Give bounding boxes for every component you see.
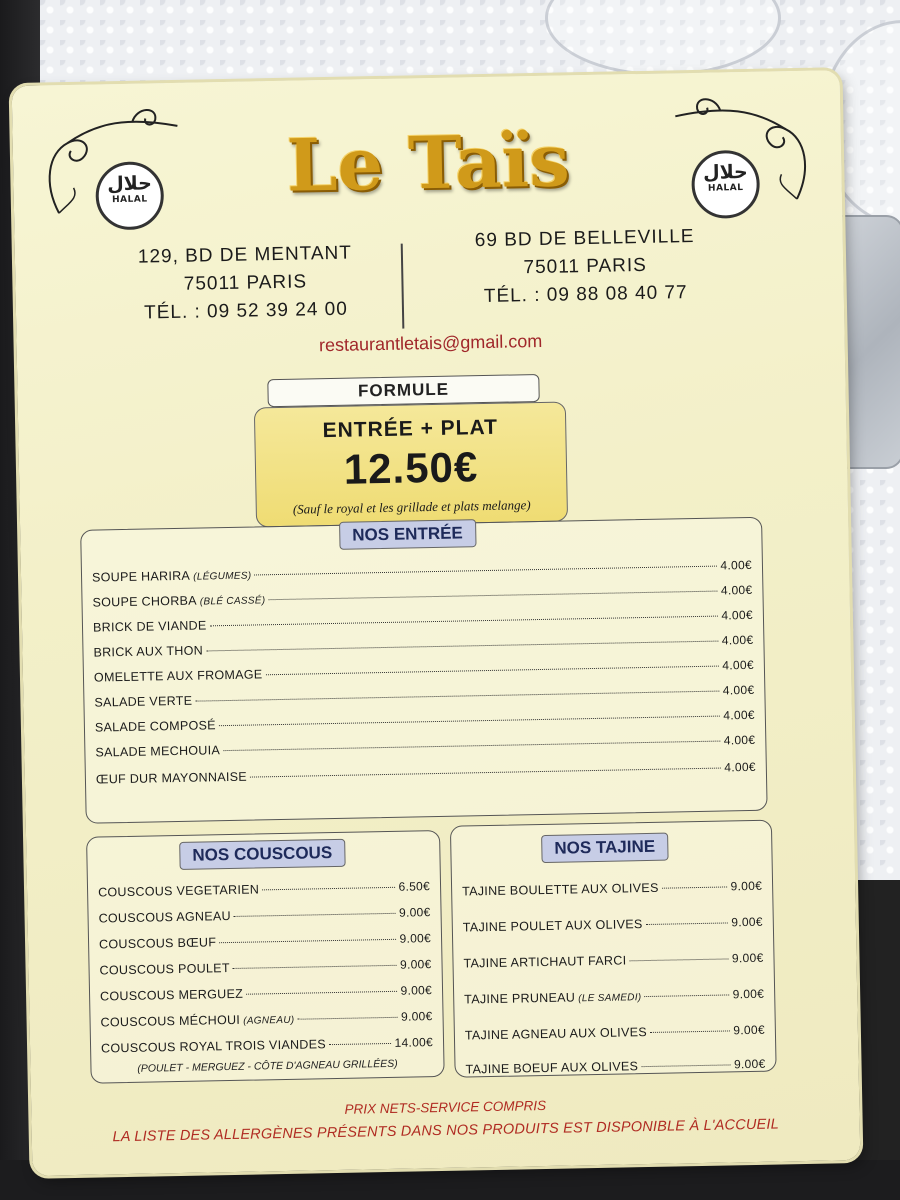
item-price: 6.50€ bbox=[398, 879, 431, 894]
menu-item bbox=[463, 951, 763, 971]
item-name: SOUPE CHORBA bbox=[92, 593, 197, 610]
item-name: TAJINE AGNEAU AUX OLIVES bbox=[464, 1025, 648, 1043]
item-name: SOUPE HARIRA bbox=[91, 568, 191, 585]
menu-item bbox=[92, 583, 752, 610]
menu-item bbox=[92, 558, 752, 585]
menu-item bbox=[100, 1009, 432, 1029]
menu-item bbox=[96, 760, 756, 787]
item-name: COUSCOUS POULET bbox=[99, 961, 230, 978]
halal-latin: HALAL bbox=[112, 194, 148, 206]
halal-arabic: حلال bbox=[702, 160, 748, 184]
item-price: 9.00€ bbox=[399, 957, 432, 972]
email-address: restaurantletais@gmail.com bbox=[318, 330, 543, 356]
address-block bbox=[434, 222, 736, 312]
address-phone: TÉL. : 09 52 39 24 00 bbox=[143, 298, 349, 324]
menu-item bbox=[94, 658, 754, 685]
item-price: 4.00€ bbox=[720, 557, 753, 573]
item-name: COUSCOUS MERGUEZ bbox=[99, 986, 244, 1004]
menu-item bbox=[99, 931, 431, 951]
item-name: COUSCOUS ROYAL TROIS VIANDES bbox=[100, 1037, 327, 1056]
footer-allergen-note: LA LISTE DES ALLERGÈNES PRÉSENTS DANS NOS PRODUITS EST DISPONIBLE À L'ACCUEIL bbox=[112, 1116, 780, 1146]
item-price: 9.00€ bbox=[733, 1022, 766, 1038]
menu-item bbox=[465, 1023, 765, 1043]
item-name: SALADE MECHOUIA bbox=[95, 743, 221, 760]
item-name: SALADE COMPOSÉ bbox=[94, 718, 216, 735]
footer-service-note: PRIX NETS-SERVICE COMPRIS bbox=[344, 1097, 547, 1117]
menu-item bbox=[465, 1057, 765, 1077]
menu-item bbox=[462, 879, 762, 899]
address-street: 69 BD DE BELLEVILLE bbox=[474, 225, 695, 252]
menu-item bbox=[93, 608, 753, 635]
item-price: 4.00€ bbox=[722, 682, 755, 698]
menu-item bbox=[93, 633, 753, 660]
menu-item bbox=[100, 983, 432, 1003]
formule-price: 12.50€ bbox=[343, 443, 479, 493]
item-name: BRICK DE VIANDE bbox=[92, 618, 207, 635]
item-price: 9.00€ bbox=[400, 1009, 433, 1024]
item-note: (LE SAMEDI) bbox=[578, 992, 642, 1005]
menu-item bbox=[95, 708, 755, 735]
section-title-entrees: NOS ENTRÉE bbox=[339, 519, 476, 550]
item-price: 9.00€ bbox=[399, 931, 432, 946]
item-name: BRICK AUX THON bbox=[93, 643, 204, 660]
formule-box bbox=[254, 401, 568, 527]
item-note: (BLÉ CASSÉ) bbox=[199, 595, 266, 608]
item-name: ŒUF DUR MAYONNAISE bbox=[95, 769, 248, 787]
item-name: TAJINE BOULETTE AUX OLIVES bbox=[462, 880, 659, 899]
item-price: 9.00€ bbox=[732, 986, 765, 1002]
item-name: TAJINE POULET AUX OLIVES bbox=[462, 917, 643, 935]
item-price: 9.00€ bbox=[400, 983, 433, 998]
menu-item bbox=[464, 987, 764, 1007]
menu-item bbox=[98, 879, 430, 899]
formule-label: FORMULE bbox=[267, 374, 539, 407]
item-price: 9.00€ bbox=[730, 878, 763, 894]
menu-item bbox=[99, 957, 431, 977]
section-tajine bbox=[450, 820, 777, 1078]
menu-item bbox=[95, 733, 755, 760]
halal-latin: HALAL bbox=[707, 183, 744, 194]
item-name: SALADE VERTE bbox=[94, 693, 193, 710]
item-note: (LÉGUMES) bbox=[193, 570, 252, 583]
item-price: 9.00€ bbox=[731, 914, 763, 930]
formule-title: ENTRÉE + PLAT bbox=[322, 415, 499, 443]
item-price: 4.00€ bbox=[723, 707, 755, 723]
item-name: COUSCOUS BŒUF bbox=[98, 935, 217, 952]
item-price: 4.00€ bbox=[722, 657, 754, 673]
menu-item bbox=[101, 1035, 433, 1055]
restaurant-logo: Le Taïs bbox=[285, 117, 571, 208]
address-phone: TÉL. : 09 88 08 40 77 bbox=[483, 282, 688, 308]
item-price: 14.00€ bbox=[394, 1035, 434, 1050]
halal-arabic: حلال bbox=[106, 172, 153, 196]
item-price: 4.00€ bbox=[721, 632, 754, 648]
menu-item bbox=[463, 915, 763, 935]
section-title-couscous: NOS COUSCOUS bbox=[179, 839, 345, 870]
menu-card bbox=[12, 70, 861, 1176]
address-city: 75011 PARIS bbox=[523, 254, 648, 279]
item-price: 4.00€ bbox=[720, 582, 753, 598]
item-name: TAJINE PRUNEAU bbox=[464, 990, 576, 1007]
address-street: 129, BD DE MENTANT bbox=[137, 242, 353, 268]
formule-note: (Sauf le royal et les grillade et plats melange) bbox=[292, 497, 531, 517]
item-price: 4.00€ bbox=[721, 607, 754, 623]
item-name: OMELETTE AUX FROMAGE bbox=[93, 667, 263, 685]
item-note: (AGNEAU) bbox=[243, 1014, 295, 1027]
item-price: 4.00€ bbox=[723, 732, 756, 748]
address-block bbox=[95, 239, 397, 329]
item-price: 9.00€ bbox=[733, 1056, 766, 1072]
address-city: 75011 PARIS bbox=[183, 271, 308, 295]
item-name: COUSCOUS MÉCHOUI bbox=[100, 1012, 241, 1030]
menu-item bbox=[94, 683, 754, 710]
item-price: 9.00€ bbox=[731, 950, 764, 966]
item-name: COUSCOUS AGNEAU bbox=[98, 908, 232, 926]
section-title-tajine: NOS TAJINE bbox=[541, 833, 668, 863]
couscous-royal-footnote: (POULET - MERGUEZ - CÔTE D'AGNEAU GRILLÉES) bbox=[137, 1057, 398, 1075]
item-name: TAJINE BOEUF AUX OLIVES bbox=[465, 1059, 639, 1077]
item-price: 4.00€ bbox=[724, 759, 756, 775]
address-divider bbox=[401, 244, 405, 329]
menu-item bbox=[98, 905, 430, 925]
section-entrees bbox=[80, 517, 768, 824]
item-name: TAJINE ARTICHAUT FARCI bbox=[463, 953, 627, 971]
section-couscous bbox=[86, 830, 445, 1084]
item-name: COUSCOUS VEGETARIEN bbox=[97, 882, 260, 900]
item-price: 9.00€ bbox=[398, 905, 431, 920]
